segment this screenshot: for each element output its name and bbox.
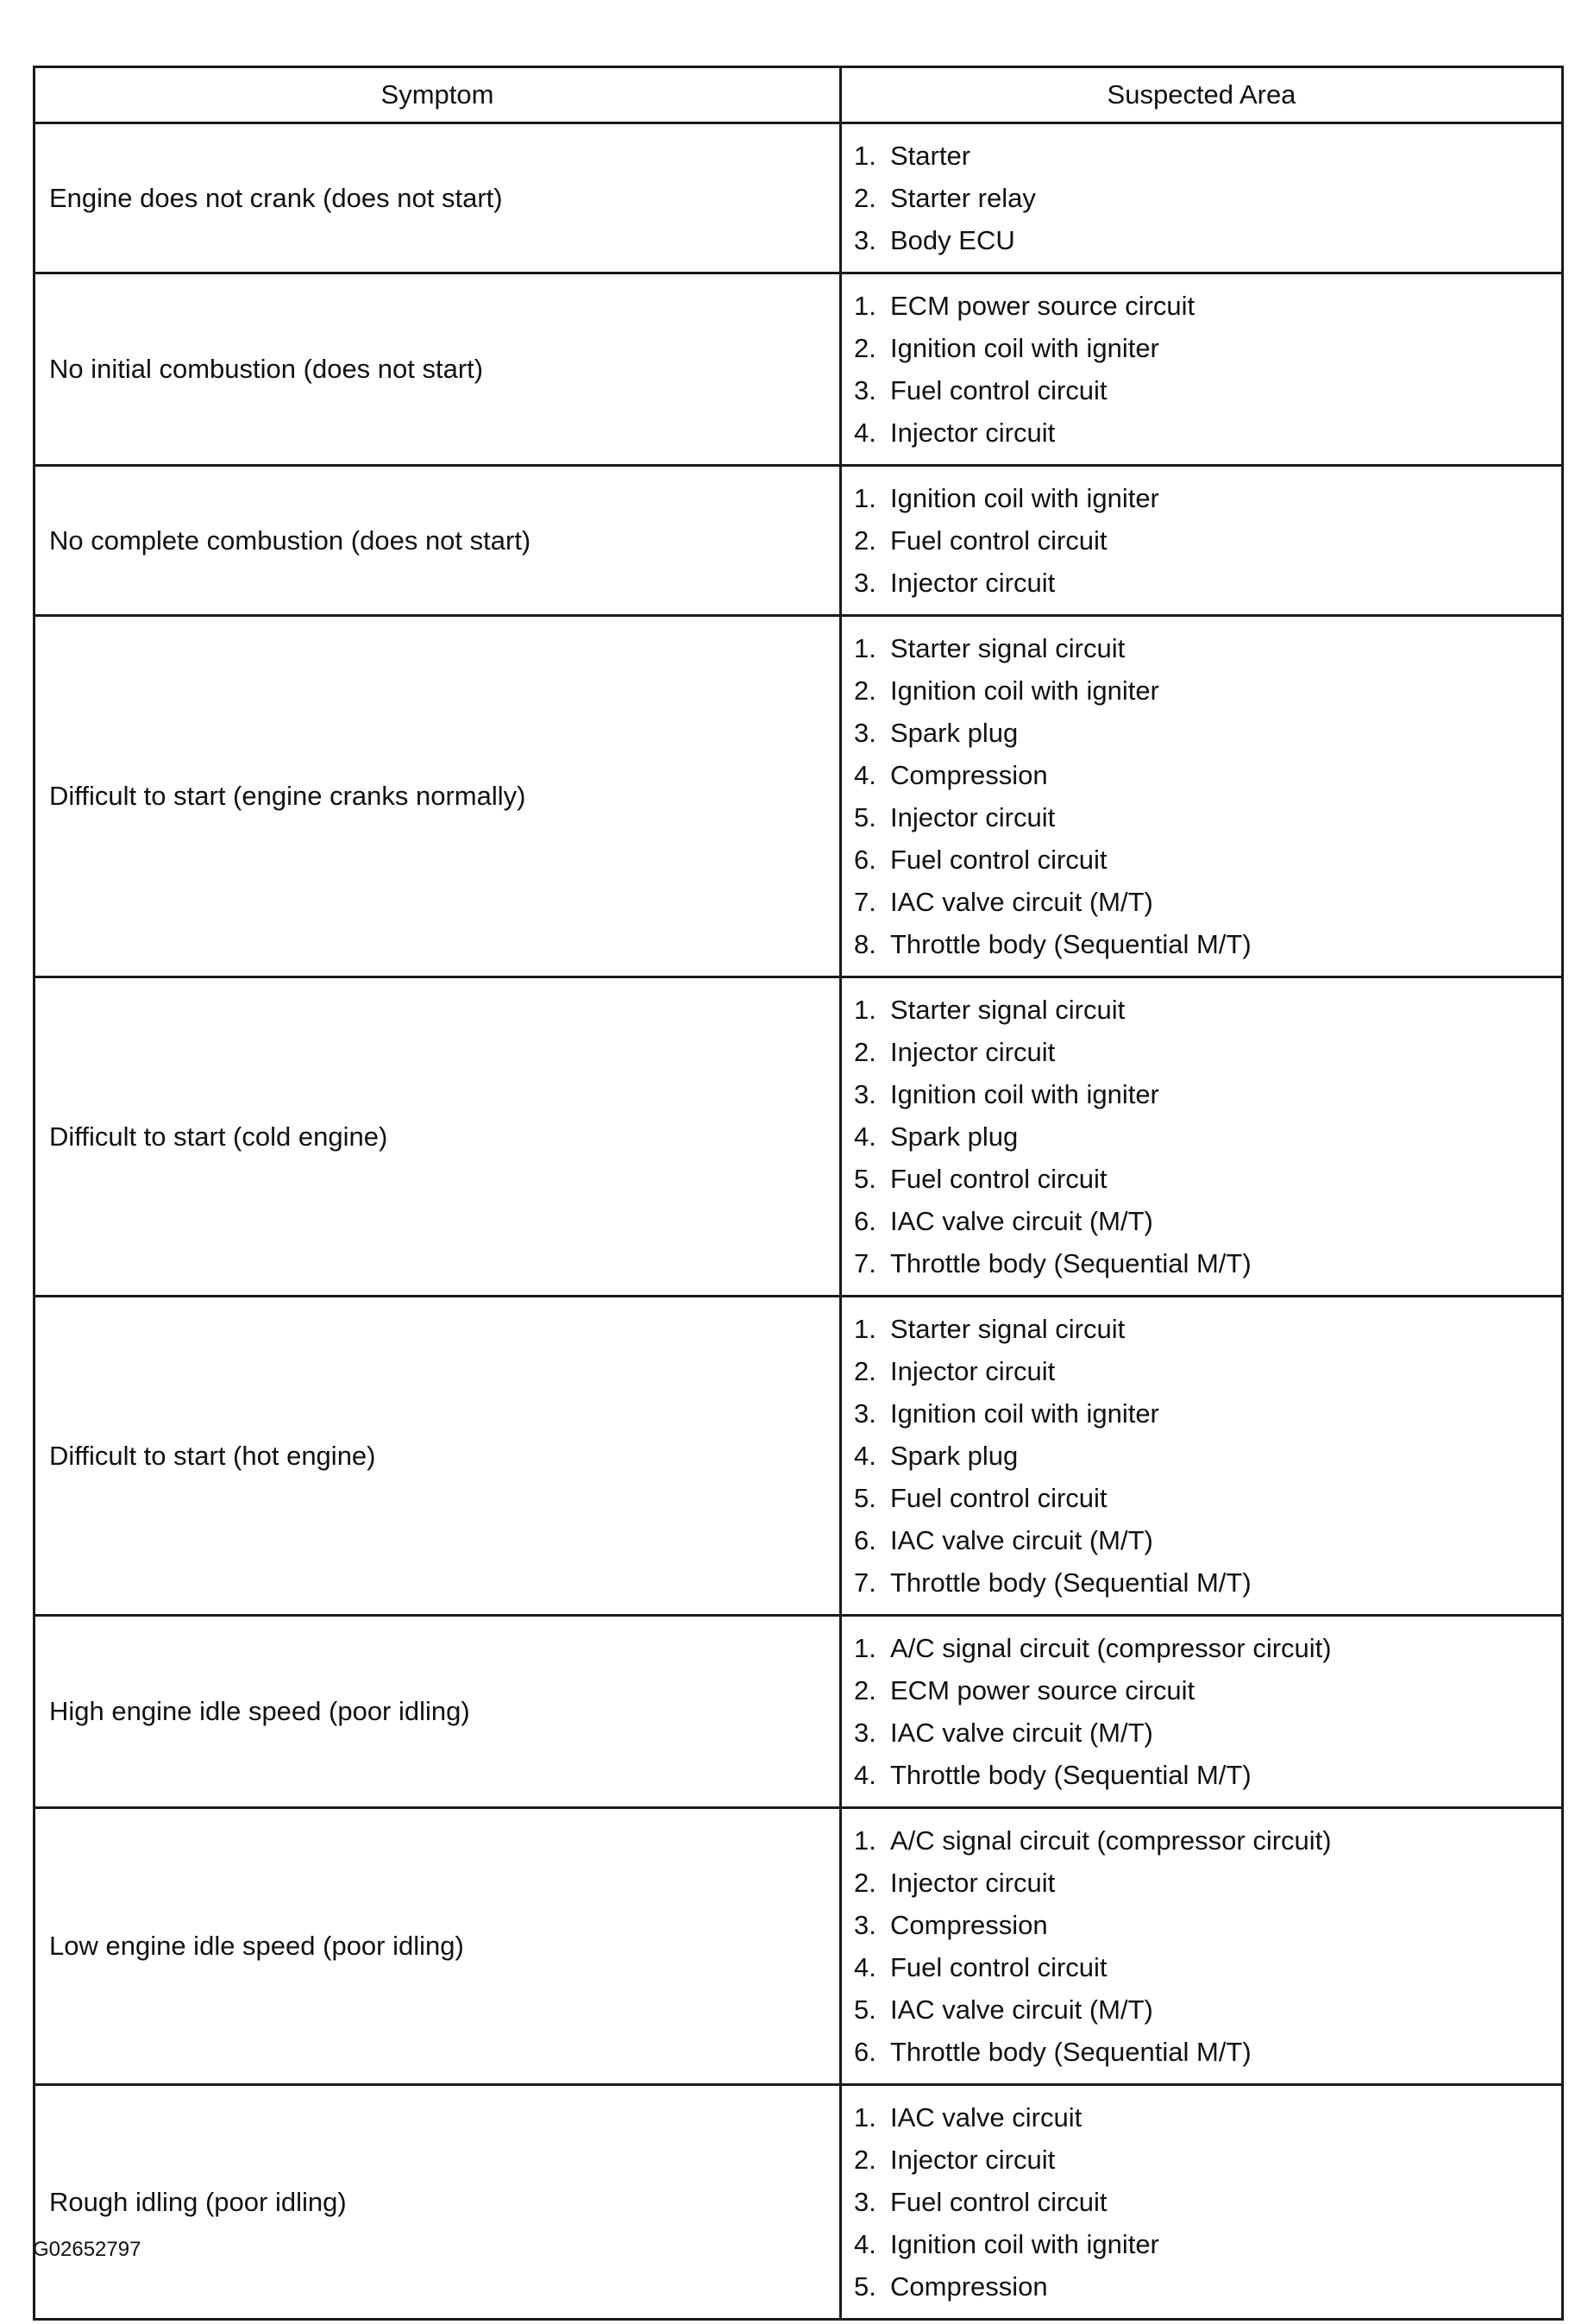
list-item: [854, 177, 1561, 219]
list-item: [854, 1073, 1561, 1115]
list-item-text: Compression: [890, 2271, 1048, 2302]
symptom-cell: Difficult to start (engine cranks normally): [35, 616, 841, 977]
list-item-text: Injector circuit: [890, 418, 1056, 448]
list-item-number: 2.: [854, 333, 876, 363]
list-item: [854, 1031, 1561, 1073]
suspected-area-list: [854, 627, 1561, 965]
list-item-number: 1.: [854, 2102, 876, 2132]
list-item: [854, 754, 1561, 796]
list-item-number: 5.: [854, 1483, 876, 1513]
list-item-text: ECM power source circuit: [890, 1675, 1196, 1705]
suspected-area-cell: [841, 123, 1563, 273]
list-item-text: Fuel control circuit: [890, 1952, 1108, 1982]
list-item-text: Injector circuit: [890, 568, 1056, 598]
table-row: [35, 977, 1563, 1297]
list-item-text: Compression: [890, 760, 1048, 790]
suspected-area-cell: [841, 2085, 1563, 2320]
list-item: [854, 1350, 1561, 1392]
list-item-text: Throttle body (Sequential M/T): [890, 2037, 1252, 2067]
list-item-text: Ignition coil with igniter: [890, 483, 1159, 513]
list-item: [854, 989, 1561, 1031]
list-item: [854, 1519, 1561, 1561]
symptom-cell: Difficult to start (cold engine): [35, 977, 841, 1297]
suspected-area-list: [854, 1308, 1561, 1604]
list-item-number: 5.: [854, 2271, 876, 2302]
suspected-area-cell: [841, 1808, 1563, 2085]
suspected-area-column-header: Suspected Area: [841, 67, 1563, 123]
list-item-number: 2.: [854, 1675, 876, 1705]
list-item-number: 2.: [854, 1037, 876, 1067]
list-item-number: 3.: [854, 225, 876, 255]
list-item-number: 3.: [854, 568, 876, 598]
symptom-cell: High engine idle speed (poor idling): [35, 1616, 841, 1808]
list-item: [854, 477, 1561, 519]
table-row: [35, 2085, 1563, 2320]
list-item-number: 4.: [854, 1441, 876, 1471]
list-item-number: 2.: [854, 183, 876, 213]
list-item-text: Throttle body (Sequential M/T): [890, 929, 1252, 959]
list-item: [854, 2223, 1561, 2265]
list-item-text: Starter relay: [890, 183, 1036, 213]
list-item-number: 1.: [854, 1825, 876, 1856]
list-item-number: 5.: [854, 1994, 876, 2025]
list-item-text: Ignition coil with igniter: [890, 2229, 1159, 2259]
suspected-area-list: [854, 477, 1561, 604]
list-item: [854, 1435, 1561, 1477]
list-item-text: Throttle body (Sequential M/T): [890, 1760, 1252, 1790]
list-item-text: IAC valve circuit (M/T): [890, 887, 1153, 917]
symptom-cell: No initial combustion (does not start): [35, 273, 841, 466]
list-item-number: 6.: [854, 1206, 876, 1236]
table-row: [35, 1297, 1563, 1616]
list-item-text: IAC valve circuit (M/T): [890, 1994, 1153, 2025]
list-item-number: 2.: [854, 525, 876, 556]
list-item: [854, 2139, 1561, 2181]
suspected-area-cell: [841, 273, 1563, 466]
list-item-number: 4.: [854, 760, 876, 790]
list-item: [854, 839, 1561, 881]
list-item: [854, 135, 1561, 177]
list-item: [854, 1627, 1561, 1669]
list-item: [854, 2181, 1561, 2223]
list-item: [854, 411, 1561, 454]
table-row: [35, 616, 1563, 977]
list-item-number: 6.: [854, 1525, 876, 1555]
list-item: [854, 1242, 1561, 1284]
list-item: [854, 1115, 1561, 1158]
list-item-text: Injector circuit: [890, 1037, 1056, 1067]
list-item-number: 3.: [854, 1079, 876, 1109]
list-item: [854, 1862, 1561, 1904]
list-item-text: IAC valve circuit: [890, 2102, 1083, 2132]
list-item-text: IAC valve circuit (M/T): [890, 1525, 1153, 1555]
list-item: [854, 369, 1561, 411]
list-item-text: Spark plug: [890, 718, 1019, 748]
list-item-number: 1.: [854, 633, 876, 663]
list-item-number: 3.: [854, 375, 876, 405]
list-item-number: 6.: [854, 2037, 876, 2067]
table-row: [35, 123, 1563, 273]
list-item-number: 4.: [854, 1121, 876, 1152]
list-item: [854, 1200, 1561, 1242]
list-item-text: ECM power source circuit: [890, 291, 1196, 321]
list-item-number: 1.: [854, 1633, 876, 1663]
list-item: [854, 1712, 1561, 1754]
list-item-number: 2.: [854, 1868, 876, 1898]
table-body: [35, 123, 1563, 2320]
list-item: [854, 562, 1561, 604]
list-item-number: 3.: [854, 1718, 876, 1748]
suspected-area-list: [854, 989, 1561, 1284]
list-item-number: 4.: [854, 1952, 876, 1982]
list-item-number: 7.: [854, 887, 876, 917]
list-item: [854, 1988, 1561, 2031]
symptom-cell: Rough idling (poor idling): [35, 2085, 841, 2320]
list-item-number: 4.: [854, 2229, 876, 2259]
list-item-text: IAC valve circuit (M/T): [890, 1206, 1153, 1236]
list-item-text: Ignition coil with igniter: [890, 1079, 1159, 1109]
figure-id: G02652797: [33, 2238, 141, 2261]
list-item: [854, 1904, 1561, 1946]
table-header-row: [35, 67, 1563, 123]
list-item: [854, 1754, 1561, 1796]
list-item-text: Fuel control circuit: [890, 1483, 1108, 1513]
list-item: [854, 1819, 1561, 1862]
list-item-text: Injector circuit: [890, 2145, 1056, 2175]
list-item-number: 1.: [854, 291, 876, 321]
list-item-text: Spark plug: [890, 1121, 1019, 1152]
list-item: [854, 1946, 1561, 1988]
list-item-number: 7.: [854, 1248, 876, 1278]
list-item: [854, 1392, 1561, 1435]
list-item: [854, 669, 1561, 712]
table-row: [35, 1616, 1563, 1808]
table-row: [35, 273, 1563, 466]
list-item: [854, 2096, 1561, 2139]
list-item: [854, 1477, 1561, 1519]
list-item-text: A/C signal circuit (compressor circuit): [890, 1825, 1332, 1856]
list-item: [854, 627, 1561, 669]
list-item-text: Fuel control circuit: [890, 375, 1108, 405]
list-item-number: 4.: [854, 1760, 876, 1790]
symptom-table: [33, 66, 1564, 2321]
suspected-area-cell: [841, 1297, 1563, 1616]
list-item-text: Ignition coil with igniter: [890, 1398, 1159, 1429]
table-row: [35, 466, 1563, 616]
list-item-text: Fuel control circuit: [890, 525, 1108, 556]
list-item-number: 2.: [854, 2145, 876, 2175]
list-item: [854, 219, 1561, 261]
symptom-cell: Low engine idle speed (poor idling): [35, 1808, 841, 2085]
suspected-area-cell: [841, 616, 1563, 977]
list-item: [854, 2031, 1561, 2073]
list-item-text: Fuel control circuit: [890, 845, 1108, 875]
list-item: [854, 1561, 1561, 1604]
list-item-text: Starter signal circuit: [890, 995, 1126, 1025]
list-item-text: Starter signal circuit: [890, 633, 1126, 663]
list-item: [854, 327, 1561, 369]
list-item-number: 5.: [854, 802, 876, 832]
list-item-text: Fuel control circuit: [890, 2187, 1108, 2217]
list-item-number: 3.: [854, 1910, 876, 1940]
list-item-text: Injector circuit: [890, 802, 1056, 832]
list-item-text: Ignition coil with igniter: [890, 333, 1159, 363]
list-item-text: Injector circuit: [890, 1868, 1056, 1898]
list-item: [854, 712, 1561, 754]
list-item-number: 4.: [854, 418, 876, 448]
suspected-area-list: [854, 285, 1561, 454]
list-item-text: Throttle body (Sequential M/T): [890, 1248, 1252, 1278]
list-item-number: 2.: [854, 1356, 876, 1386]
list-item-number: 8.: [854, 929, 876, 959]
list-item-number: 1.: [854, 141, 876, 171]
list-item-text: IAC valve circuit (M/T): [890, 1718, 1153, 1748]
suspected-area-list: [854, 135, 1561, 261]
list-item-number: 1.: [854, 1314, 876, 1344]
list-item-text: Starter signal circuit: [890, 1314, 1126, 1344]
table-row: [35, 1808, 1563, 2085]
list-item-number: 5.: [854, 1164, 876, 1194]
list-item: [854, 796, 1561, 839]
symptom-cell: Difficult to start (hot engine): [35, 1297, 841, 1616]
list-item-number: 3.: [854, 1398, 876, 1429]
list-item: [854, 2265, 1561, 2308]
list-item-number: 1.: [854, 483, 876, 513]
suspected-area-list: [854, 2096, 1561, 2308]
suspected-area-list: [854, 1819, 1561, 2073]
list-item-text: Starter: [890, 141, 971, 171]
list-item: [854, 1158, 1561, 1200]
suspected-area-cell: [841, 1616, 1563, 1808]
list-item-text: Throttle body (Sequential M/T): [890, 1567, 1252, 1598]
list-item: [854, 519, 1561, 562]
list-item-number: 7.: [854, 1567, 876, 1598]
list-item: [854, 1308, 1561, 1350]
list-item-text: Body ECU: [890, 225, 1015, 255]
list-item-text: Spark plug: [890, 1441, 1019, 1471]
list-item-text: A/C signal circuit (compressor circuit): [890, 1633, 1332, 1663]
list-item-number: 3.: [854, 718, 876, 748]
list-item-number: 1.: [854, 995, 876, 1025]
suspected-area-cell: [841, 466, 1563, 616]
symptom-cell: Engine does not crank (does not start): [35, 123, 841, 273]
list-item-number: 6.: [854, 845, 876, 875]
suspected-area-list: [854, 1627, 1561, 1796]
list-item: [854, 881, 1561, 923]
list-item-text: Ignition coil with igniter: [890, 675, 1159, 706]
symptom-cell: No complete combustion (does not start): [35, 466, 841, 616]
list-item-text: Compression: [890, 1910, 1048, 1940]
list-item-number: 2.: [854, 675, 876, 706]
symptom-column-header: Symptom: [35, 67, 841, 123]
list-item: [854, 923, 1561, 965]
suspected-area-cell: [841, 977, 1563, 1297]
list-item: [854, 285, 1561, 327]
list-item-number: 3.: [854, 2187, 876, 2217]
list-item-text: Fuel control circuit: [890, 1164, 1108, 1194]
list-item-text: Injector circuit: [890, 1356, 1056, 1386]
list-item: [854, 1669, 1561, 1712]
